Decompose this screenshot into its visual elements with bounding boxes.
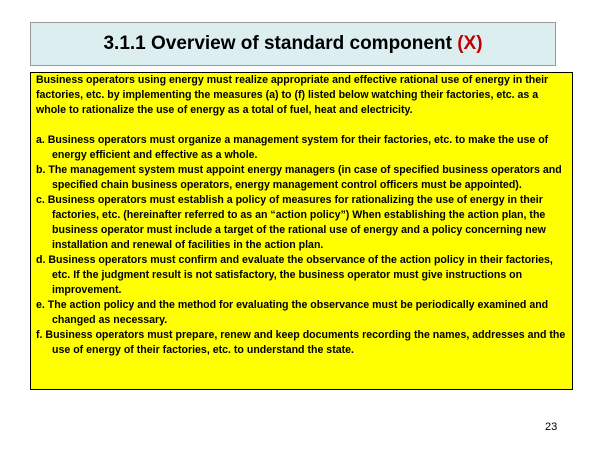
slide-title-suffix: (X): [457, 33, 483, 54]
content-box: [30, 72, 573, 390]
list-item-c: c. Business operators must establish a policy of measures for rationalizing the use of energy in their factories, etc. (hereinafter referred to as an “action policy”) When establishing the action plan, the business operator must include a target of the rational use of energy and a policy concerning new installation and renewal of facilities in the action plan.: [36, 194, 546, 251]
slide-title-box: [30, 22, 556, 66]
list-item-e: e. The action policy and the method for evaluating the observance must be periodically examined and changed as necessary.: [36, 299, 549, 326]
page-number: 23: [545, 421, 558, 433]
list-item-d: d. Business operators must confirm and evaluate the observance of the action policy in their factories, etc. If the judgment result is not satisfactory, the business operator must give instructions on improvement.: [36, 254, 553, 296]
slide-title: [103, 33, 482, 55]
list-item-b: b. The management system must appoint energy managers (in case of specified business operators and specified chain business operators, energy management control officers must be appointed).: [36, 164, 562, 191]
list-item-a: a. Business operators must organize a management system for their factories, etc. to make the use of energy efficient and effective as a whole.: [36, 134, 549, 161]
list-item-f: f. Business operators must prepare, renew and keep documents recording the names, addresses and the use of energy of their factories, etc. to understand the state.: [36, 329, 566, 356]
slide-title-text: 3.1.1 Overview of standard component: [103, 33, 452, 54]
intro-paragraph: Business operators using energy must realize appropriate and effective rational use of energy in their factories, etc. by implementing the measures (a) to (f) listed below watching their factories, etc. as a whole to rationalize the use of energy as a total of fuel, heat and electricity.: [36, 74, 549, 116]
